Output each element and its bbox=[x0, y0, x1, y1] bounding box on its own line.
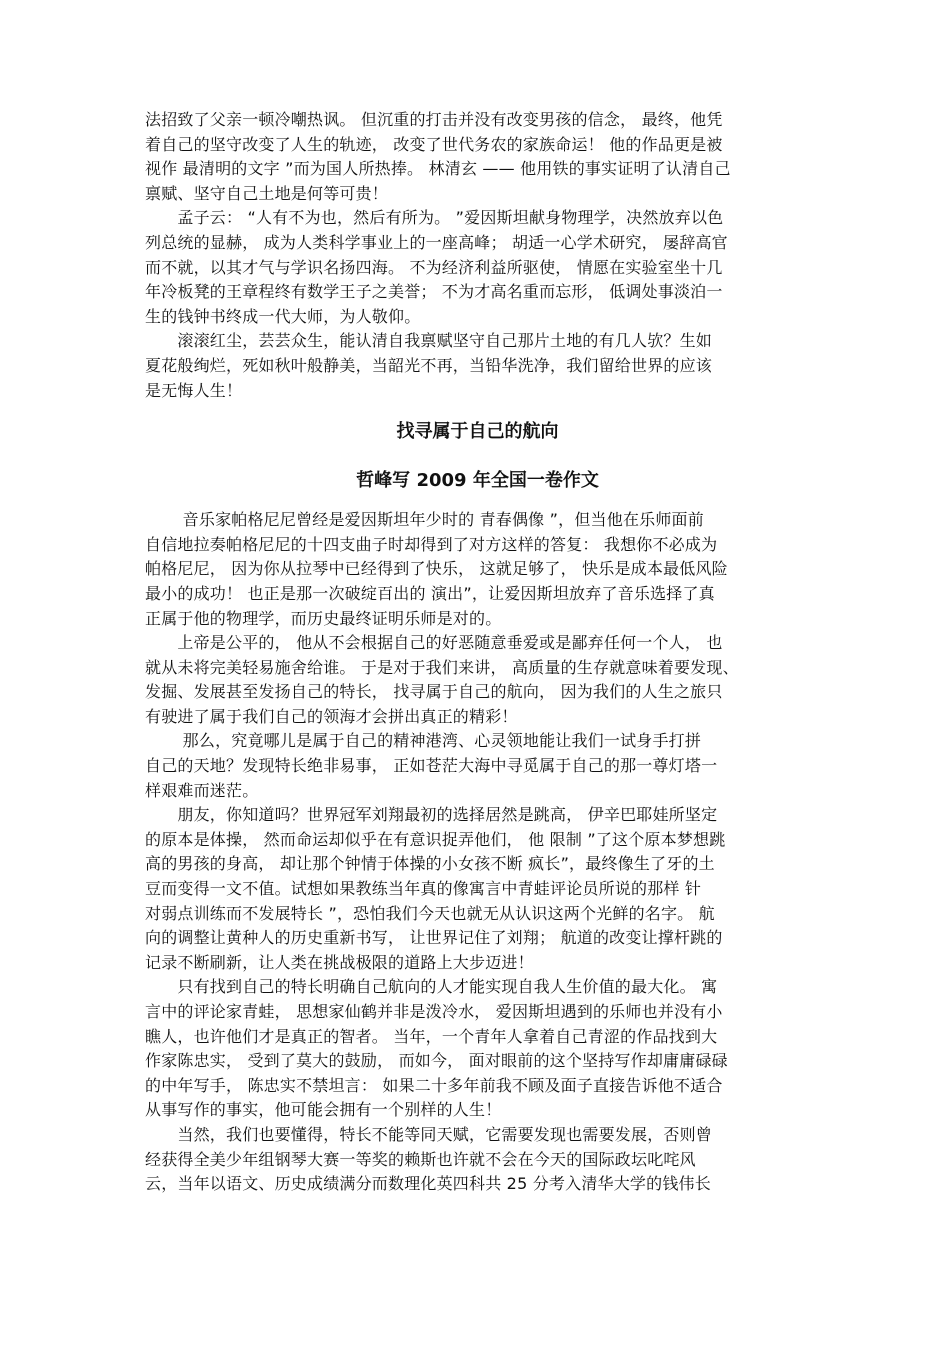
essay-body bbox=[145, 508, 810, 1197]
essay-ending-section bbox=[145, 108, 810, 403]
text-line: 帕格尼尼， 因为你从拉琴中已经得到了快乐， 这就足够了， 快乐是成本最低风险 bbox=[145, 559, 728, 579]
text-line: 有驶进了属于我们自己的领海才会拼出真正的精彩！ bbox=[145, 706, 518, 726]
text-line: 瞧人，也许他们才是真正的智者。 当年，一个青年人拿着自己青涩的作品找到大 bbox=[145, 1026, 718, 1046]
document-body bbox=[145, 108, 810, 1197]
subtitle-suffix: 年全国一卷作文 bbox=[466, 470, 599, 492]
text-line: 就从未将完美轻易施舍给谁。 于是对于我们来讲， 高质量的生存就意味着要发现、 bbox=[145, 657, 739, 677]
text-line: 生的钱钟书终成一代大师，为人敬仰。 bbox=[145, 306, 421, 326]
text-line: 视作 最清明的文字 ”而为国人所热捧。 林清玄 —— 他用铁的事实证明了认清自己 bbox=[145, 159, 731, 179]
paragraph bbox=[145, 803, 810, 975]
text-line: 豆而变得一文不值。试想如果教练当年真的像寓言中青蛙评论员所说的那样 针 bbox=[145, 879, 702, 899]
paragraph bbox=[145, 975, 810, 1123]
text-line: 的原本是体操， 然而命运却似乎在有意识捉弄他们， 他 限制 ”了这个原本梦想跳 bbox=[145, 829, 726, 849]
text-line: 孟子云： “人有不为也，然后有所为。 ”爱因斯坦献身物理学，决然放弃以色 bbox=[145, 208, 724, 228]
text-line: 样艰难而迷茫。 bbox=[145, 780, 259, 800]
paragraph bbox=[145, 631, 810, 729]
text-line: 朋友，你知道吗？世界冠军刘翔最初的选择居然是跳高， 伊辛巴耶娃所坚定 bbox=[145, 805, 718, 825]
essay-subtitle bbox=[145, 466, 810, 496]
text-line: 只有找到自己的特长明确自己航向的人才能实现自我人生价值的最大化。 寓 bbox=[145, 977, 718, 997]
text-line: 对弱点训练而不发展特长 ”，恐怕我们今天也就无从认识这两个光鲜的名字。 航 bbox=[145, 903, 715, 923]
essay-title: 找寻属于自己的航向 bbox=[396, 421, 559, 443]
text-line: 年冷板凳的王章程终有数学王子之美誉； 不为才高名重而忘形， 低调处事淡泊一 bbox=[145, 282, 723, 302]
paragraph bbox=[145, 329, 810, 403]
text-line: 高的男孩的身高， 却让那个钟情于体操的小女孩不断 疯长”，最终像生了牙的土 bbox=[145, 854, 715, 874]
text-line: 自信地拉奏帕格尼尼的十四支曲子时却得到了对方这样的答复： 我想你不必成为 bbox=[145, 534, 718, 554]
text-line: 自己的天地？发现特长绝非易事， 正如苍茫大海中寻觅属于自己的那一尊灯塔一 bbox=[145, 756, 718, 776]
text-line: 最小的成功！ 也正是那一次破绽百出的 演出”，让爱因斯坦放弃了音乐选择了真 bbox=[145, 583, 715, 603]
text-line: 当然，我们也要懂得，特长不能等同天赋，它需要发现也需要发展，否则曾 bbox=[145, 1124, 713, 1144]
subtitle-year: 2009 bbox=[416, 470, 467, 492]
text-line: 滚滚红尘，芸芸众生，能认清自我禀赋坚守自己那片土地的有几人欤？生如 bbox=[145, 331, 713, 351]
text-line: 音乐家帕格尼尼曾经是爱因斯坦年少时的 青春偶像 ”，但当他在乐师面前 bbox=[145, 510, 704, 530]
text-line: 从事写作的事实，他可能会拥有一个别样的人生！ bbox=[145, 1100, 502, 1120]
text-line: 列总统的显赫， 成为人类科学事业上的一座高峰； 胡适一心学术研究， 屡辞高官 bbox=[145, 232, 728, 252]
text-line: 上帝是公平的， 他从不会根据自己的好恶随意垂爱或是鄙弃任何一个人， 也 bbox=[145, 633, 723, 653]
text-line: 而不就，以其才气与学识名扬四海。 不为经济利益所驱使， 情愿在实验室坐十几 bbox=[145, 257, 723, 277]
text-line: 向的调整让黄种人的历史重新书写， 让世界记住了刘翔； 航道的改变让撑杆跳的 bbox=[145, 928, 723, 948]
text-line: 作家陈忠实， 受到了莫大的鼓励， 而如今， 面对眼前的这个坚持写作却庸庸碌碌 bbox=[145, 1051, 728, 1071]
paragraph bbox=[145, 1123, 810, 1197]
text-line: 记录不断刷新，让人类在挑战极限的道路上大步迈进！ bbox=[145, 952, 534, 972]
text-line: 的中年写手， 陈忠实不禁坦言： 如果二十多年前我不顾及面子直接告诉他不适合 bbox=[145, 1075, 723, 1095]
text-line: 夏花般绚烂，死如秋叶般静美，当韶光不再，当铅华洗净，我们留给世界的应该 bbox=[145, 355, 713, 375]
text-line: 正属于他的物理学，而历史最终证明乐师是对的。 bbox=[145, 608, 502, 628]
paragraph bbox=[145, 508, 810, 631]
text-line: 经获得全美少年组钢琴大赛一等奖的赖斯也许就不会在今天的国际政坛叱咤风 bbox=[145, 1149, 696, 1169]
text-line: 禀赋、坚守自己土地是何等可贵！ bbox=[145, 183, 389, 203]
paragraph bbox=[145, 108, 810, 206]
text-line: 言中的评论家青蛙， 思想家仙鹤并非是泼冷水， 爱因斯坦遇到的乐师也并没有小 bbox=[145, 1002, 723, 1021]
paragraph bbox=[145, 206, 810, 329]
text-line: 云，当年以语文、历史成绩满分而数理化英四科共 25 分考入清华大学的钱伟长 bbox=[145, 1174, 711, 1194]
text-line: 发掘、发展甚至发扬自己的特长， 找寻属于自己的航向， 因为我们的人生之旅只 bbox=[145, 682, 723, 702]
text-line: 那么，究竟哪儿是属于自己的精神港湾、心灵领地能让我们一试身手打拼 bbox=[145, 731, 702, 751]
subtitle-author: 哲峰写 bbox=[356, 470, 417, 492]
paragraph bbox=[145, 729, 810, 803]
text-line: 是无悔人生！ bbox=[145, 380, 243, 400]
text-line: 法招致了父亲一顿冷嘲热讽。 但沉重的打击并没有改变男孩的信念， 最终，他凭 bbox=[145, 110, 723, 129]
text-line: 着自己的坚守改变了人生的轨迹， 改变了世代务农的家族命运！ 他的作品更是被 bbox=[145, 134, 723, 154]
